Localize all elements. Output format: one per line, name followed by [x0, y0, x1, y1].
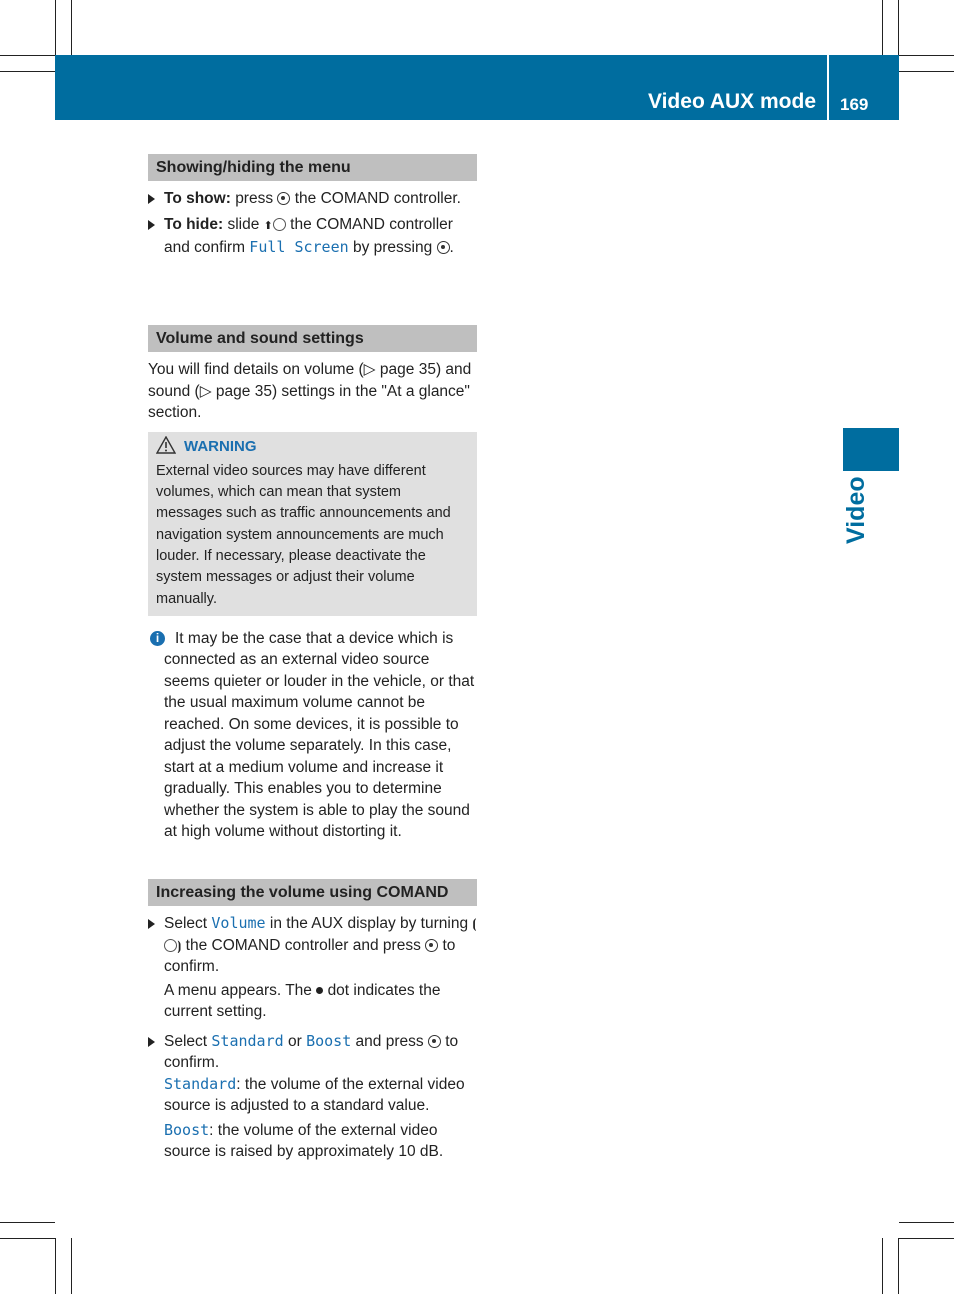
step-arrow-icon — [148, 1037, 155, 1047]
option-description: Standard: the volume of the external video source is adjusted to a standard value. — [164, 1074, 465, 1114]
warning-text: External video sources may have different volumes, which can mean that system messages such as traffic announcements and navigation system announcements are much louder. If necessary, please deactivate the system messages or adjust their volume manually. — [156, 462, 451, 607]
warning-header — [156, 436, 469, 458]
chapter-label-text: Video — [842, 476, 870, 544]
step-result: A menu appears. The dot indicates the current setting. — [164, 981, 441, 1020]
step-text: in the AUX display by turning — [269, 915, 469, 932]
display-item-code: Standard — [211, 1031, 284, 1050]
crop-mark — [882, 1238, 883, 1294]
crop-mark — [898, 1238, 899, 1294]
info-text: It may be the case that a device which is connected as an external video source seems quieter or louder in the vehicle, or that the usual maximum volume cannot be reached. On some devices, it is possible to adjust the volume separately. In this case, start at a medium volume and increase it gradually. This enables you to determine whether the system is able to play the sound at high volume without distorting it. — [164, 629, 475, 841]
crop-mark — [898, 0, 899, 55]
controller-icon — [273, 218, 286, 231]
step-text: by pressing — [352, 239, 433, 256]
page-title: Video AUX mode — [647, 90, 816, 113]
step-text: the COMAND controller and confirm — [164, 215, 453, 256]
chapter-tab — [843, 428, 899, 471]
crop-mark — [899, 1238, 954, 1239]
step-label: To hide: — [164, 215, 224, 233]
body-text: You will find details on volume (▷ page 35) and sound (▷ page 35) settings in the "At a glance" section. — [148, 361, 472, 421]
crop-mark — [899, 55, 954, 56]
step-text: . — [449, 239, 454, 256]
crop-mark — [0, 1222, 55, 1223]
dot-indicator-icon — [316, 987, 323, 994]
display-item-code: Volume — [211, 914, 266, 932]
turn-controller-icon: ⦗⦘ — [164, 916, 477, 953]
step-text: or — [287, 1032, 302, 1050]
step-item — [148, 188, 477, 210]
section-volume-sound — [148, 325, 477, 843]
press-controller-icon — [425, 939, 438, 952]
step-text: Select — [164, 1032, 208, 1050]
warning-box — [148, 432, 477, 616]
info-icon: i — [150, 631, 165, 646]
step-arrow-icon — [148, 919, 155, 929]
step-label: To show: — [164, 190, 231, 207]
crop-mark — [899, 71, 954, 72]
step-text: and press — [355, 1032, 424, 1050]
crop-mark — [55, 0, 56, 55]
crop-mark — [899, 1222, 954, 1223]
section-heading: Increasing the volume using COMAND — [148, 879, 477, 906]
press-controller-icon — [277, 192, 290, 205]
crop-mark — [71, 0, 72, 55]
warning-title: WARNING — [184, 437, 257, 455]
crop-mark — [71, 1238, 72, 1294]
display-item-code: Full Screen — [249, 238, 349, 256]
crop-mark — [0, 1238, 55, 1239]
step-text: to confirm. — [164, 1032, 459, 1071]
step-text: the COMAND controller and press — [185, 936, 421, 954]
warning-triangle-icon — [156, 436, 176, 454]
step-arrow-icon — [148, 194, 155, 204]
crop-mark — [882, 0, 883, 55]
press-controller-icon — [428, 1035, 441, 1048]
section-heading: Showing/hiding the menu — [148, 154, 477, 181]
info-note — [148, 628, 477, 843]
step-text: slide — [227, 215, 260, 233]
step-item — [148, 1031, 477, 1163]
step-text: to confirm. — [164, 936, 456, 975]
step-text: Select — [164, 915, 208, 932]
section-increase-volume — [148, 879, 477, 1163]
crop-mark — [55, 1238, 56, 1294]
section-heading: Volume and sound settings — [148, 325, 477, 352]
step-item — [148, 214, 477, 259]
chapter-label — [836, 476, 876, 550]
press-controller-icon — [437, 241, 450, 254]
step-text: the COMAND controller. — [294, 190, 461, 207]
section-showing-hiding — [148, 154, 477, 259]
crop-mark — [0, 55, 55, 56]
step-text: press — [235, 190, 274, 207]
header-divider — [827, 55, 829, 120]
page-number: 169 — [840, 95, 869, 114]
step-arrow-icon — [148, 220, 155, 230]
option-description: Boost: the volume of the external video source is raised by approximately 10 dB. — [164, 1120, 444, 1160]
crop-mark — [0, 71, 55, 72]
display-item-code: Boost — [306, 1031, 352, 1050]
slide-up-icon: ⬆ — [263, 219, 273, 232]
step-item — [148, 913, 477, 1023]
